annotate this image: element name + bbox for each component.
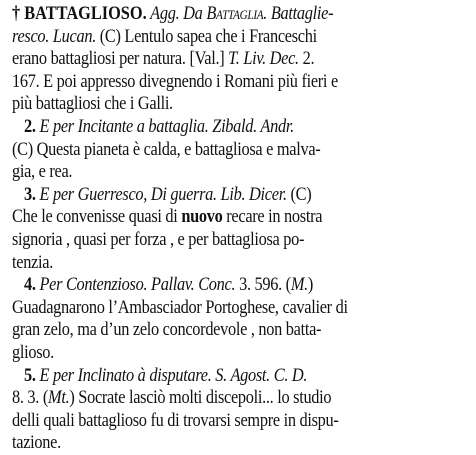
text-run: più battagliosi che i Galli. bbox=[12, 93, 173, 115]
text-line bbox=[12, 252, 402, 275]
dictionary-entry bbox=[12, 3, 466, 455]
text-line bbox=[12, 48, 402, 71]
sense-first-line bbox=[12, 116, 402, 139]
text-run: Guadagnarono l’Ambasciador Portoghese, cavalier di bbox=[12, 296, 348, 318]
sense-5 bbox=[12, 365, 466, 455]
headword: BATTAGLIOSO. bbox=[24, 3, 147, 24]
text-line bbox=[12, 26, 402, 49]
text-line bbox=[12, 410, 402, 433]
sense-4 bbox=[12, 274, 466, 364]
text-line bbox=[12, 139, 402, 162]
text-line bbox=[12, 161, 402, 184]
text-run: 2. bbox=[298, 48, 315, 70]
text-run: 3. 596. ( bbox=[235, 274, 291, 296]
text-run: (C) Lentulo sapea che i Franceschi bbox=[95, 25, 317, 47]
text-run: erano battagliosi per natura. [Val.] bbox=[12, 48, 229, 70]
text-run: 3. bbox=[24, 183, 40, 205]
sense-first-line bbox=[12, 365, 402, 388]
entry-body-lines bbox=[12, 26, 466, 116]
text-line bbox=[12, 71, 402, 94]
text-run: 5. bbox=[24, 364, 40, 386]
text-run: Battaglia bbox=[206, 3, 264, 24]
text-run: Per Contenzioso. Pallav. Conc. bbox=[39, 274, 236, 296]
text-run: Mt. bbox=[48, 387, 70, 409]
text-run: (C) Questa pianeta è calda, e battagliosa e malva- bbox=[12, 138, 321, 160]
text-run: delli quali battaglioso fu di trovarsi sempre in dispu- bbox=[12, 409, 339, 431]
text-run: tenzia. bbox=[12, 251, 53, 273]
text-line bbox=[12, 93, 402, 116]
sense-first-line bbox=[12, 274, 402, 297]
text-run: Agg. Da bbox=[146, 3, 207, 24]
sense-3 bbox=[12, 184, 466, 274]
entry-senses bbox=[12, 116, 466, 455]
text-run: E per Inclinato à disputare. S. Agost. C. D. bbox=[39, 364, 308, 386]
text-line bbox=[12, 297, 402, 320]
text-run: M. bbox=[290, 274, 308, 296]
text-line bbox=[12, 206, 402, 229]
sense-first-line bbox=[12, 184, 402, 207]
text-run: E per Guerresco, Di guerra. Lib. Dicer. bbox=[39, 183, 287, 205]
text-run: ) Socrate lasciò molti discepoli... lo studio bbox=[69, 387, 332, 409]
text-run: signoria , quasi per forza , e per battagliosa po- bbox=[12, 228, 305, 250]
text-run: 167. E poi appresso divegnendo i Romani più fieri e bbox=[12, 70, 338, 92]
text-run: glioso. bbox=[12, 341, 54, 363]
text-run: 2. bbox=[24, 115, 40, 137]
text-line bbox=[12, 387, 402, 410]
entry-first-line bbox=[12, 3, 402, 26]
first-line-text bbox=[147, 3, 334, 24]
text-line bbox=[12, 432, 402, 455]
text-run: nuovo bbox=[181, 206, 223, 228]
text-run: (C) bbox=[286, 183, 312, 205]
text-run: 8. 3. ( bbox=[12, 387, 49, 409]
text-line bbox=[12, 229, 402, 252]
text-run: Che le convenisse quasi di bbox=[12, 206, 182, 228]
text-run: recare in nostra bbox=[222, 206, 323, 228]
text-run: . Battaglie- bbox=[263, 3, 334, 24]
dagger-mark: † bbox=[12, 3, 25, 24]
text-line bbox=[12, 319, 402, 342]
text-run: 4. bbox=[24, 274, 40, 296]
sense-2 bbox=[12, 116, 466, 184]
text-run: gia, e rea. bbox=[12, 161, 73, 183]
text-run: E per Incitante a battaglia. Zibald. Andr. bbox=[39, 115, 294, 137]
text-run: T. Liv. Dec. bbox=[228, 48, 299, 70]
text-line bbox=[12, 342, 402, 365]
text-run: ) bbox=[307, 274, 314, 296]
entry-definition bbox=[12, 3, 466, 116]
text-run: gran zelo, ma d’un zelo concordevole , non batta- bbox=[12, 319, 322, 341]
text-run: resco. Lucan. bbox=[12, 25, 96, 47]
text-run: tazione. bbox=[12, 432, 61, 454]
